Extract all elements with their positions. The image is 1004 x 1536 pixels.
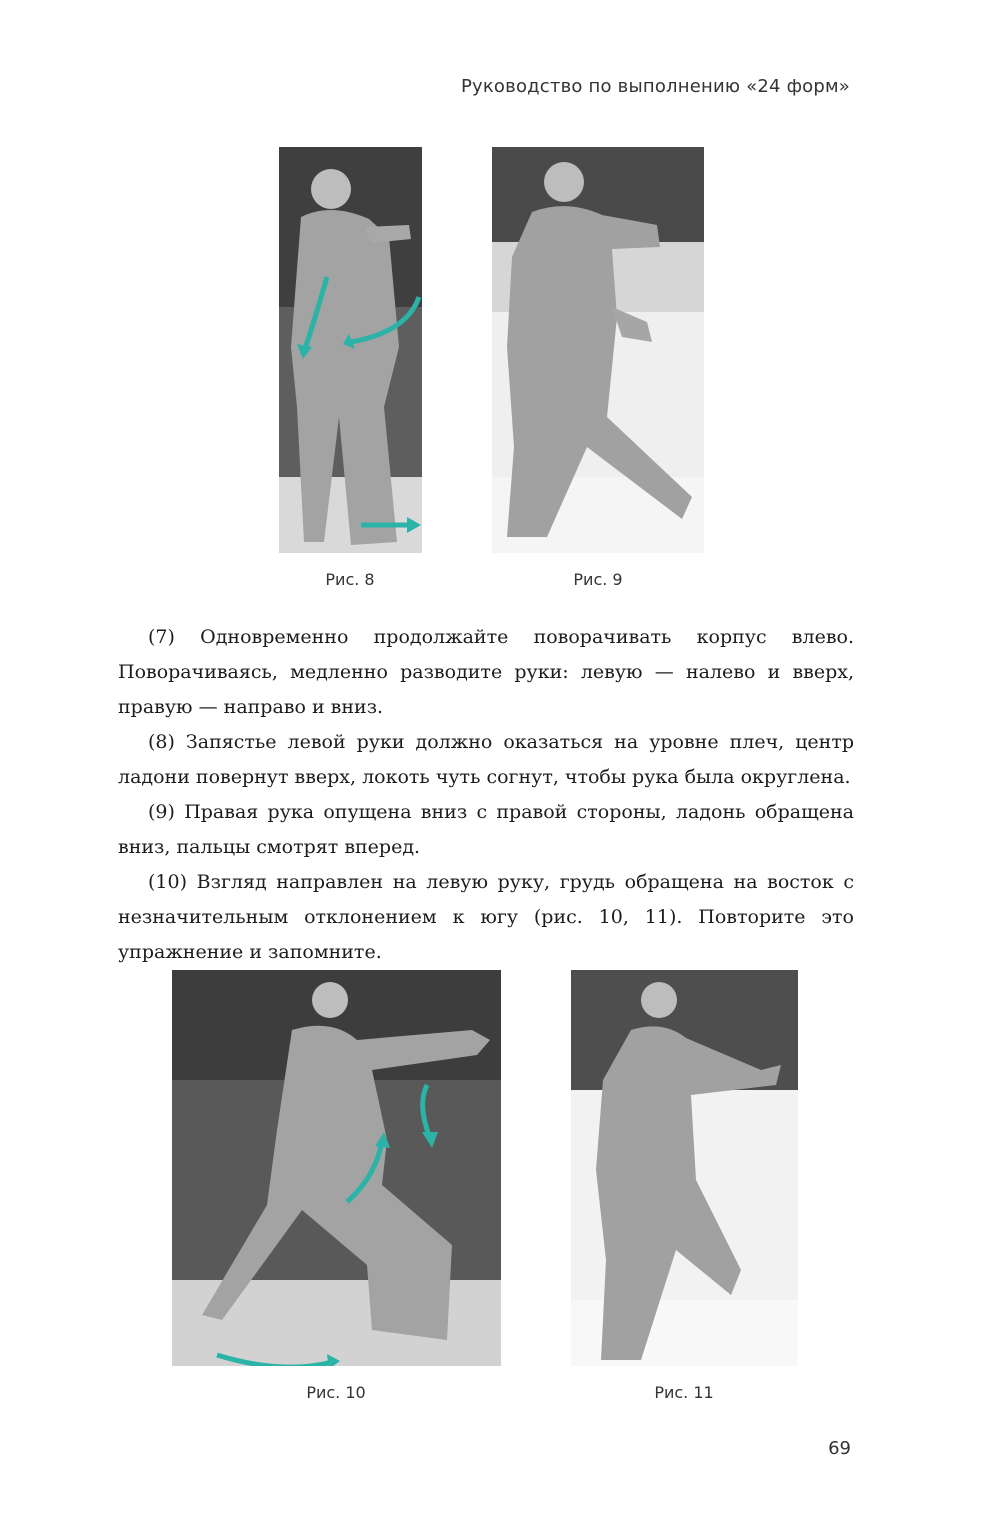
paragraph-8: (8) Запястье левой руки должно оказаться на уровне плеч, центр ладони повернут вверх, локоть чуть согнут, чтобы рука была округлена.	[118, 731, 854, 788]
figure-11-image	[571, 970, 798, 1366]
figure-9-caption: Рис. 9	[573, 570, 623, 589]
body-text	[118, 620, 854, 970]
figure-10-photo	[172, 970, 501, 1366]
figure-8-image	[279, 147, 422, 553]
figure-10-caption: Рис. 10	[306, 1383, 366, 1402]
running-title: Руководство по выполнению «24 форм»	[460, 76, 850, 97]
figure-8-caption: Рис. 8	[325, 570, 375, 589]
figure-9-image	[492, 147, 704, 553]
paragraph-7: (7) Одновременно продолжайте поворачивать корпус влево. Поворачиваясь, медленно разводите руки: левую — налево и вверх, правую — направо и вниз.	[118, 626, 854, 718]
page-number: 69	[828, 1438, 851, 1459]
figure-10-image	[172, 970, 501, 1366]
figure-9-photo	[492, 147, 704, 553]
paragraph-9: (9) Правая рука опущена вниз с правой стороны, ладонь обращена вниз, пальцы смотрят вперед.	[118, 801, 854, 858]
paragraph-10: (10) Взгляд направлен на левую руку, грудь обращена на восток с незначительным отклонением к югу (рис. 10, 11). Повторите это упражнение и запомните.	[118, 871, 854, 963]
figure-11-photo	[571, 970, 798, 1366]
figure-8-photo	[279, 147, 422, 553]
figure-11-caption: Рис. 11	[654, 1383, 714, 1402]
